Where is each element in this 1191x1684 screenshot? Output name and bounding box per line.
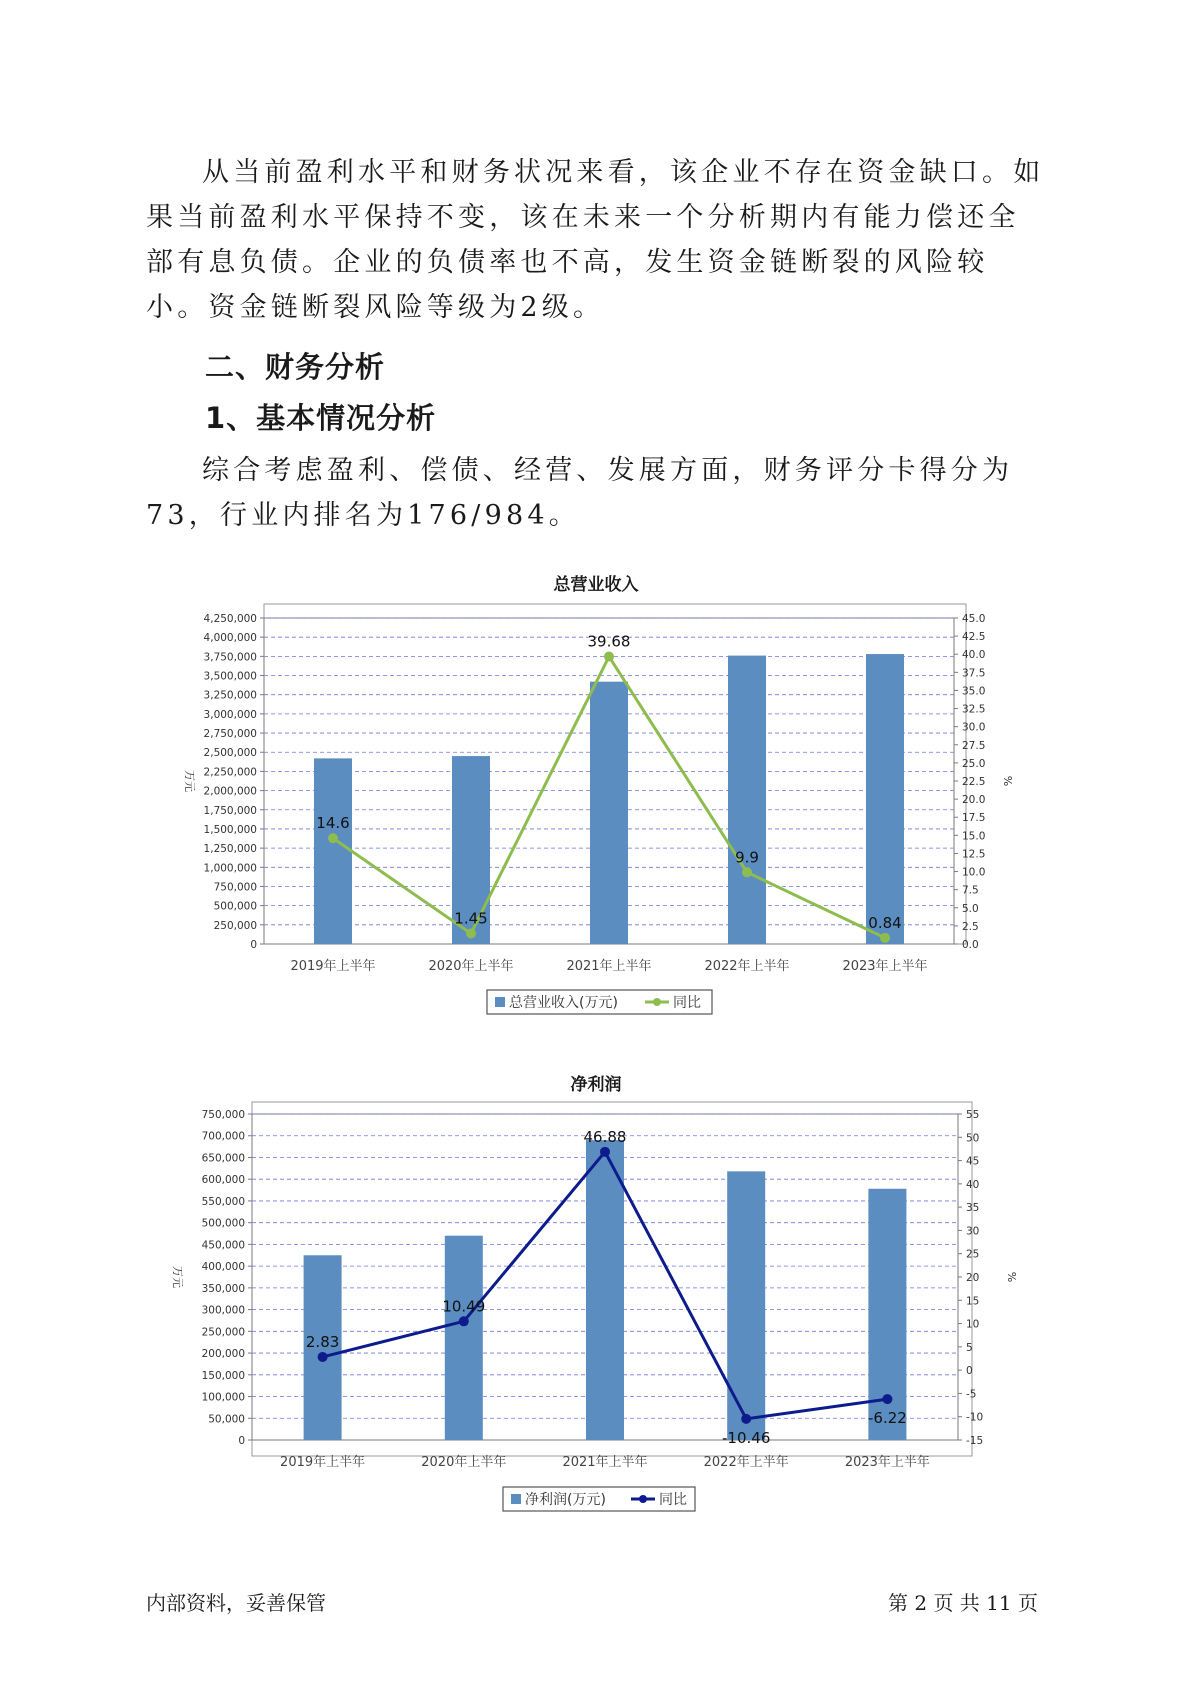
yoy-point-0 bbox=[318, 1352, 328, 1362]
category-label: 2023年上半年 bbox=[842, 959, 928, 974]
right-tick-label: 15.0 bbox=[962, 830, 986, 843]
left-tick-label: 250,000 bbox=[201, 1326, 245, 1339]
yoy-point-3 bbox=[742, 867, 752, 877]
legend-line-label: 同比 bbox=[673, 995, 701, 1011]
right-tick-label: 35.0 bbox=[962, 685, 986, 698]
left-tick-label: 150,000 bbox=[201, 1369, 245, 1382]
right-tick-label: 0 bbox=[966, 1365, 973, 1378]
right-tick-label: 0.0 bbox=[962, 939, 979, 951]
yoy-point-1 bbox=[466, 928, 476, 938]
yoy-point-2 bbox=[604, 652, 614, 662]
left-tick-label: 500,000 bbox=[201, 1217, 245, 1230]
right-tick-label: 25 bbox=[966, 1248, 980, 1261]
yoy-data-label: 14.6 bbox=[316, 814, 350, 833]
section-heading-financial-analysis: 二、财务分析 bbox=[205, 350, 386, 384]
yoy-data-label: 1.45 bbox=[454, 909, 488, 928]
bar-2 bbox=[590, 682, 628, 944]
chart-title: 净利润 bbox=[570, 1075, 622, 1095]
left-tick-label: 3,750,000 bbox=[203, 651, 257, 664]
left-tick-label: 650,000 bbox=[201, 1152, 245, 1165]
yoy-data-label: 9.9 bbox=[735, 848, 759, 867]
left-tick-label: 1,250,000 bbox=[203, 843, 257, 856]
right-tick-label: -15 bbox=[966, 1435, 984, 1447]
left-tick-label: 2,000,000 bbox=[203, 785, 257, 798]
left-tick-label: 700,000 bbox=[201, 1130, 245, 1143]
right-tick-label: 45.0 bbox=[962, 613, 986, 625]
left-tick-label: 300,000 bbox=[201, 1304, 245, 1317]
right-tick-label: 37.5 bbox=[962, 667, 986, 680]
left-tick-label: 750,000 bbox=[213, 881, 257, 894]
legend-line-marker bbox=[653, 998, 661, 1006]
right-tick-label: 12.5 bbox=[962, 848, 986, 861]
bar-3 bbox=[728, 656, 766, 944]
category-label: 2020年上半年 bbox=[421, 1455, 507, 1470]
right-tick-label: 55 bbox=[966, 1109, 980, 1121]
bar-2 bbox=[586, 1140, 624, 1440]
right-tick-label: 30 bbox=[966, 1225, 980, 1238]
bar-3 bbox=[727, 1171, 765, 1440]
left-tick-label: 100,000 bbox=[201, 1391, 245, 1404]
yoy-point-0 bbox=[328, 833, 338, 843]
right-tick-label: 7.5 bbox=[962, 884, 979, 897]
bar-0 bbox=[314, 758, 352, 944]
category-label: 2020年上半年 bbox=[428, 959, 514, 974]
right-tick-label: 45 bbox=[966, 1155, 980, 1168]
left-tick-label: 2,250,000 bbox=[203, 766, 257, 779]
right-tick-label: 42.5 bbox=[962, 631, 986, 644]
legend-bar-swatch bbox=[511, 1494, 521, 1504]
legend-bar-label: 总营业收入(万元) bbox=[509, 995, 618, 1011]
legend-bar-swatch bbox=[495, 997, 505, 1007]
yoy-data-label: 10.49 bbox=[442, 1297, 486, 1316]
right-tick-label: 10.0 bbox=[962, 866, 986, 879]
right-tick-label: 27.5 bbox=[962, 739, 986, 752]
left-tick-label: 250,000 bbox=[213, 919, 257, 932]
right-tick-label: 15 bbox=[966, 1295, 980, 1308]
yoy-point-2 bbox=[600, 1147, 610, 1157]
left-tick-label: 450,000 bbox=[201, 1239, 245, 1252]
chart-legend bbox=[487, 990, 712, 1014]
paragraph-scorecard bbox=[146, 448, 1046, 538]
right-tick-label: 20.0 bbox=[962, 794, 986, 807]
left-tick-label: 1,000,000 bbox=[203, 862, 257, 875]
subsection-heading-basic-analysis: 1、基本情况分析 bbox=[205, 401, 437, 435]
y-axis-label: 万元 bbox=[183, 770, 196, 792]
yoy-data-label: -10.46 bbox=[722, 1428, 771, 1447]
bar-1 bbox=[445, 1236, 483, 1440]
paragraph-scorecard-text: 综合考虑盈利、偿债、经营、发展方面，财务评分卡得分为73，行业内排名为176/984。 bbox=[146, 455, 1014, 531]
chart-title: 总营业收入 bbox=[553, 575, 639, 595]
left-tick-label: 200,000 bbox=[201, 1348, 245, 1361]
left-tick-label: 3,500,000 bbox=[203, 670, 257, 683]
category-label: 2021年上半年 bbox=[562, 1455, 648, 1470]
right-tick-label: 40.0 bbox=[962, 649, 986, 662]
left-tick-label: 2,750,000 bbox=[203, 728, 257, 741]
left-tick-label: 1,750,000 bbox=[203, 804, 257, 817]
category-label: 2023年上半年 bbox=[844, 1455, 930, 1470]
legend-bar-label: 净利润(万元) bbox=[525, 1492, 606, 1508]
right-tick-label: 32.5 bbox=[962, 703, 986, 716]
left-tick-label: 3,000,000 bbox=[203, 708, 257, 721]
legend-line-marker bbox=[639, 1495, 647, 1503]
right-tick-label: 17.5 bbox=[962, 812, 986, 825]
yoy-data-label: 39.68 bbox=[587, 632, 631, 651]
revenue-chart bbox=[0, 560, 1191, 1020]
category-label: 2022年上半年 bbox=[703, 1455, 789, 1470]
right-tick-label: 40 bbox=[966, 1178, 980, 1191]
paragraph-capital-risk-text: 从当前盈利水平和财务状况来看，该企业不存在资金缺口。如果当前盈利水平保持不变，该在未来一个分析期内有能力偿还全部有息负债。企业的负债率也不高，发生资金链断裂的风险较小。资金链断裂风险等级为2级。 bbox=[146, 157, 1045, 323]
y2-axis-label: % bbox=[1001, 775, 1014, 787]
bar-4 bbox=[866, 654, 904, 944]
right-tick-label: 5.0 bbox=[962, 902, 979, 915]
left-tick-label: 400,000 bbox=[201, 1261, 245, 1274]
left-tick-label: 350,000 bbox=[201, 1282, 245, 1295]
y-axis-label: 万元 bbox=[171, 1266, 184, 1288]
right-tick-label: 30.0 bbox=[962, 721, 986, 734]
category-label: 2021年上半年 bbox=[566, 959, 652, 974]
right-tick-label: 2.5 bbox=[962, 920, 979, 933]
right-tick-label: 20 bbox=[966, 1272, 980, 1284]
net-profit-chart bbox=[0, 1062, 1191, 1522]
paragraph-capital-risk bbox=[146, 150, 1046, 330]
left-tick-label: 2,500,000 bbox=[203, 747, 257, 760]
left-tick-label: 0 bbox=[250, 939, 257, 951]
right-tick-label: 5 bbox=[966, 1341, 973, 1354]
y2-axis-label: % bbox=[1005, 1271, 1018, 1283]
left-tick-label: 4,250,000 bbox=[203, 613, 257, 625]
right-tick-label: 25.0 bbox=[962, 757, 986, 770]
yoy-point-4 bbox=[880, 933, 890, 943]
footer-page-number: 第 2 页 共 11 页 bbox=[888, 1591, 1038, 1615]
yoy-point-1 bbox=[459, 1316, 469, 1326]
left-tick-label: 0 bbox=[238, 1435, 245, 1447]
left-tick-label: 600,000 bbox=[201, 1174, 245, 1187]
category-label: 2019年上半年 bbox=[290, 959, 376, 974]
yoy-data-label: 2.83 bbox=[305, 1332, 340, 1351]
left-tick-label: 750,000 bbox=[201, 1109, 245, 1121]
right-tick-label: 35 bbox=[966, 1202, 980, 1215]
left-tick-label: 500,000 bbox=[213, 900, 257, 913]
legend-line-label: 同比 bbox=[659, 1492, 687, 1508]
chart-legend bbox=[503, 1487, 695, 1511]
right-tick-label: -5 bbox=[966, 1388, 977, 1401]
yoy-data-label: -6.22 bbox=[867, 1409, 907, 1428]
right-tick-label: 50 bbox=[966, 1132, 980, 1145]
yoy-data-label: 46.88 bbox=[583, 1127, 627, 1146]
right-tick-label: -10 bbox=[966, 1411, 984, 1424]
yoy-point-3 bbox=[741, 1414, 751, 1424]
left-tick-label: 50,000 bbox=[208, 1413, 245, 1426]
left-tick-label: 550,000 bbox=[201, 1195, 245, 1208]
yoy-point-4 bbox=[882, 1394, 892, 1404]
category-label: 2019年上半年 bbox=[280, 1455, 366, 1470]
category-label: 2022年上半年 bbox=[704, 959, 790, 974]
left-tick-label: 1,500,000 bbox=[203, 823, 257, 836]
right-tick-label: 22.5 bbox=[962, 776, 986, 788]
footer-confidential: 内部资料，妥善保管 bbox=[146, 1591, 326, 1615]
left-tick-label: 3,250,000 bbox=[203, 689, 257, 702]
yoy-data-label: 0.84 bbox=[868, 913, 902, 932]
left-tick-label: 4,000,000 bbox=[203, 632, 257, 645]
right-tick-label: 10 bbox=[966, 1318, 980, 1331]
